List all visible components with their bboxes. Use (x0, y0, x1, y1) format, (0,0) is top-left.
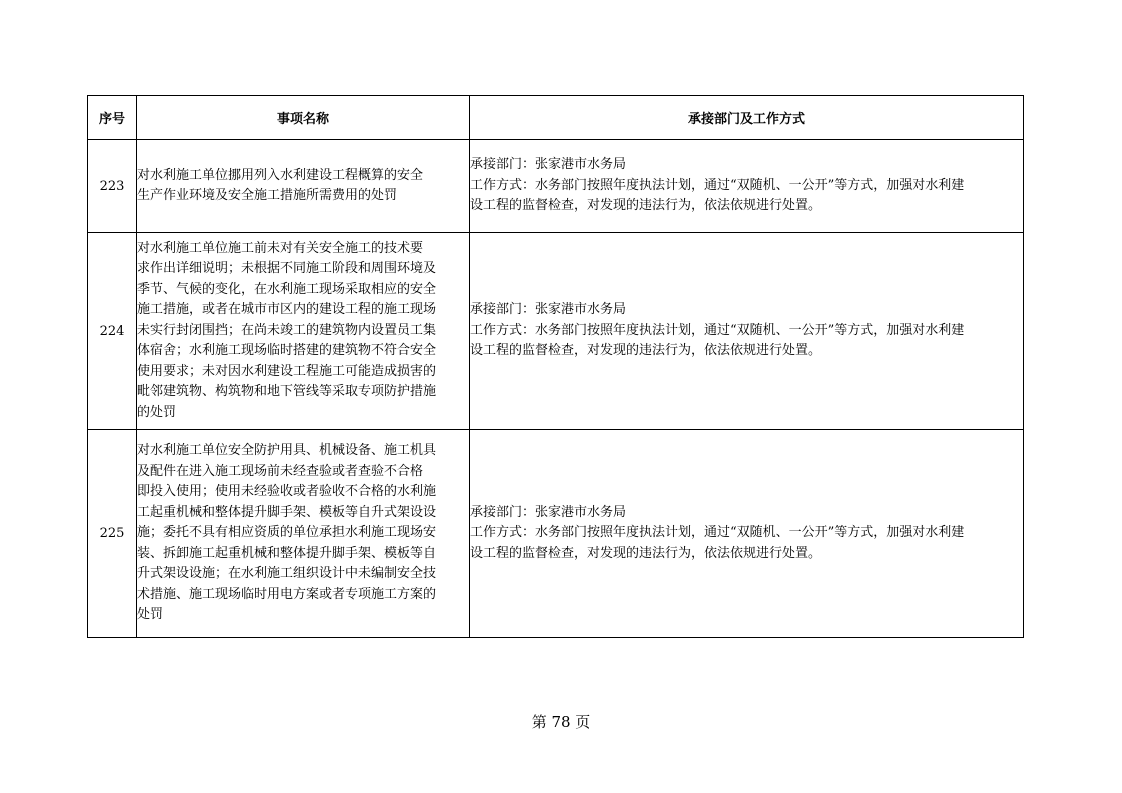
matters-table (87, 95, 1024, 638)
table-row (88, 233, 1024, 430)
row-department-method: 承接部门：张家港市水务局 工作方式：水务部门按照年度执法计划，通过“双随机、一公开”等方式，加强对水利建 设工程的监督检查，对发现的违法行为，依法依规进行处置。 (470, 430, 1024, 638)
row-item-name: 对水利施工单位挪用列入水利建设工程概算的安全 生产作业环境及安全施工措施所需费用的处罚 (137, 140, 470, 233)
row-department-method: 承接部门：张家港市水务局 工作方式：水务部门按照年度执法计划，通过“双随机、一公开”等方式，加强对水利建 设工程的监督检查，对发现的违法行为，依法依规进行处置。 (470, 233, 1024, 430)
header-serial: 序号 (88, 96, 137, 140)
table-row (88, 430, 1024, 638)
row-item-name: 对水利施工单位施工前未对有关安全施工的技术要 求作出详细说明；未根据不同施工阶段和周围环境及 季节、气候的变化，在水利施工现场采取相应的安全 施工措施，或者在城市市区内的建设工程的施工现场 未实行封闭围挡；在尚未竣工的建筑物内设置员工集 体宿舍；水利施工现场临时搭建的建筑物不符合安全 使用要求；未对因水利建设工程施工可能造成损害的 毗邻建筑物、构筑物和地下管线等采取专项防护措施 的处罚 (137, 233, 470, 430)
table-row (88, 140, 1024, 233)
row-serial: 225 (88, 430, 137, 638)
header-department-method: 承接部门及工作方式 (470, 96, 1024, 140)
row-department-method: 承接部门：张家港市水务局 工作方式：水务部门按照年度执法计划，通过“双随机、一公开”等方式，加强对水利建 设工程的监督检查，对发现的违法行为，依法依规进行处置。 (470, 140, 1024, 233)
table-header-row (88, 96, 1024, 140)
row-item-name: 对水利施工单位安全防护用具、机械设备、施工机具 及配件在进入施工现场前未经查验或者查验不合格 即投入使用；使用未经验收或者验收不合格的水利施 工起重机械和整体提升脚手架、模板等自升式架设设 施；委托不具有相应资质的单位承担水利施工现场安 装、拆卸施工起重机械和整体提升脚手架、模板等自 升式架设设施；在水利施工组织设计中未编制安全技 术措施、施工现场临时用电方案或者专项施工方案的 处罚 (137, 430, 470, 638)
row-serial: 224 (88, 233, 137, 430)
page-number: 第 78 页 (531, 713, 591, 731)
header-item-name: 事项名称 (137, 96, 470, 140)
row-serial: 223 (88, 140, 137, 233)
